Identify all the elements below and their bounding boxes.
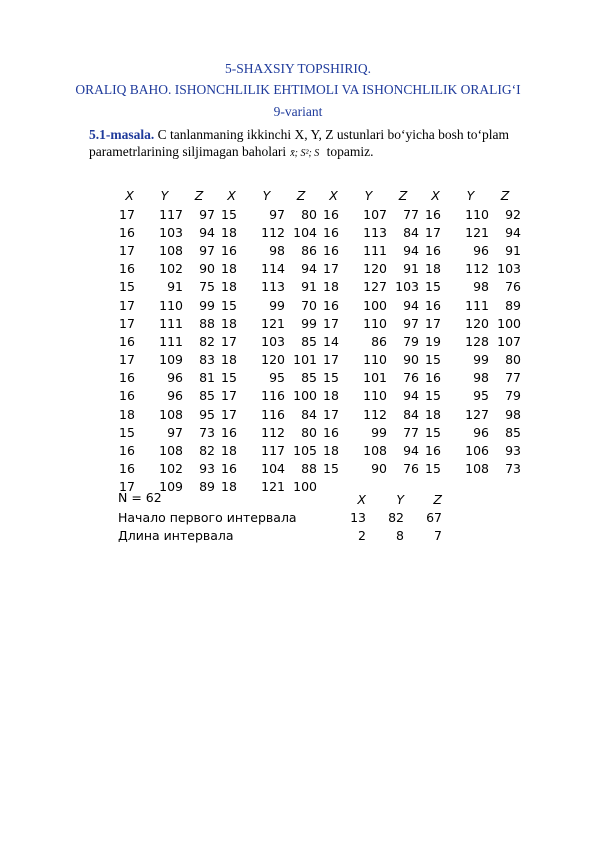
table-cell: 121	[465, 224, 489, 240]
summary-value: 67	[426, 509, 442, 525]
table-cell: 15	[221, 370, 237, 386]
table-cell: 95	[199, 406, 215, 422]
summary-value: 2	[358, 527, 366, 543]
table-cell: 16	[119, 388, 135, 404]
table-cell: 18	[119, 406, 135, 422]
table-cell: 16	[425, 443, 441, 459]
column-header: Y	[364, 187, 373, 203]
table-cell: 16	[425, 206, 441, 222]
table-cell: 112	[363, 406, 387, 422]
table-cell: 16	[425, 370, 441, 386]
table-row	[113, 441, 521, 459]
table-cell: 99	[199, 297, 215, 313]
table-cell: 84	[403, 406, 419, 422]
table-cell: 16	[323, 242, 339, 258]
table-cell: 77	[505, 370, 521, 386]
summary-table	[118, 490, 442, 544]
table-cell: 103	[261, 333, 285, 349]
table-cell: 100	[363, 297, 387, 313]
table-cell: 18	[323, 388, 339, 404]
table-cell: 15	[425, 352, 441, 368]
table-cell: 17	[119, 242, 135, 258]
table-cell: 17	[425, 224, 441, 240]
header-subtitle: ORALIQ BAHO. ISHONCHLILIK EHTIMOLI VA ISHONCHLILIK ORALIG‘I	[75, 82, 521, 97]
table-cell: 17	[119, 297, 135, 313]
table-cell: 15	[221, 297, 237, 313]
table-cell: 91	[301, 279, 317, 295]
table-row	[113, 351, 521, 369]
table-cell: 94	[403, 388, 419, 404]
table-cell: 117	[159, 206, 183, 222]
table-cell: 107	[497, 333, 521, 349]
summary-header: Y	[396, 491, 404, 507]
table-cell: 16	[119, 224, 135, 240]
table-cell	[489, 478, 521, 496]
table-cell: 17	[323, 352, 339, 368]
table-cell: 99	[371, 424, 387, 440]
table-cell: 108	[363, 443, 387, 459]
summary-header: Z	[433, 491, 442, 507]
table-cell	[452, 478, 489, 496]
column-header: X	[431, 187, 440, 203]
table-cell: 19	[425, 333, 441, 349]
table-cell: 90	[199, 261, 215, 277]
table-cell: 97	[269, 206, 285, 222]
table-cell: 16	[323, 424, 339, 440]
table-cell: 86	[371, 333, 387, 349]
column-header: X	[329, 187, 338, 203]
table-cell: 85	[301, 333, 317, 349]
table-cell: 83	[199, 352, 215, 368]
table-cell: 94	[403, 242, 419, 258]
table-cell: 109	[159, 479, 183, 495]
summary-value: 13	[350, 509, 366, 525]
table-cell: 16	[119, 370, 135, 386]
table-cell: 18	[221, 479, 237, 495]
table-cell: 86	[301, 242, 317, 258]
table-cell: 16	[119, 261, 135, 277]
table-cell: 102	[159, 461, 183, 477]
table-cell: 80	[301, 424, 317, 440]
column-header: Z	[500, 187, 510, 203]
table-cell: 76	[505, 279, 521, 295]
table-cell: 17	[119, 479, 135, 495]
summary-value: 82	[388, 509, 404, 525]
table-cell: 79	[505, 388, 521, 404]
table-cell: 116	[261, 388, 285, 404]
table-cell: 18	[425, 406, 441, 422]
table-row	[113, 314, 521, 332]
table-cell: 17	[221, 406, 237, 422]
table-cell: 17	[425, 315, 441, 331]
table-row	[113, 369, 521, 387]
table-cell: 94	[301, 261, 317, 277]
table-cell: 73	[505, 461, 521, 477]
table-cell: 16	[119, 461, 135, 477]
table-cell: 97	[403, 315, 419, 331]
table-cell: 14	[323, 333, 339, 349]
column-header: Z	[296, 187, 306, 203]
table-cell: 15	[323, 370, 339, 386]
table-cell: 17	[221, 388, 237, 404]
table-cell: 75	[199, 279, 215, 295]
table-cell: 128	[465, 333, 489, 349]
table-cell: 93	[505, 443, 521, 459]
table-cell: 77	[403, 206, 419, 222]
task-text-a: C tanlanmaning ikkinchi X, Y, Z ustunlari bo‘yicha bosh to‘plam	[154, 127, 509, 142]
table-cell: 100	[293, 479, 317, 495]
summary-row	[118, 508, 442, 526]
table-cell: 79	[403, 333, 419, 349]
table-cell: 108	[159, 443, 183, 459]
table-cell: 18	[221, 352, 237, 368]
table-cell: 110	[465, 206, 489, 222]
table-cell: 17	[323, 406, 339, 422]
table-cell: 89	[505, 297, 521, 313]
table-cell: 99	[473, 352, 489, 368]
column-header: X	[227, 187, 236, 203]
table-cell: 111	[465, 297, 489, 313]
table-cell: 111	[363, 242, 387, 258]
sample-size: N = 62	[118, 490, 162, 505]
table-cell: 96	[473, 242, 489, 258]
table-cell: 117	[261, 443, 285, 459]
table-cell: 16	[119, 333, 135, 349]
table-cell: 104	[261, 461, 285, 477]
table-cell: 101	[293, 352, 317, 368]
table-row	[113, 241, 521, 259]
table-cell: 112	[465, 261, 489, 277]
table-cell: 112	[261, 424, 285, 440]
table-cell: 106	[465, 443, 489, 459]
table-cell: 100	[497, 315, 521, 331]
table-cell: 15	[425, 279, 441, 295]
table-cell: 94	[505, 224, 521, 240]
table-cell: 108	[159, 406, 183, 422]
table-cell: 18	[323, 279, 339, 295]
table-cell: 98	[505, 406, 521, 422]
table-cell: 105	[293, 443, 317, 459]
summary-header-row	[118, 490, 442, 508]
table-cell: 16	[425, 297, 441, 313]
table-cell: 17	[119, 352, 135, 368]
table-cell: 96	[167, 370, 183, 386]
table-cell: 15	[425, 424, 441, 440]
table-cell: 18	[221, 224, 237, 240]
table-cell: 94	[199, 224, 215, 240]
table-cell: 110	[363, 352, 387, 368]
table-cell: 91	[505, 242, 521, 258]
table-cell: 80	[301, 206, 317, 222]
table-cell: 110	[363, 315, 387, 331]
table-cell: 109	[159, 352, 183, 368]
table-cell: 95	[269, 370, 285, 386]
table-cell: 97	[199, 206, 215, 222]
table-cell: 102	[159, 261, 183, 277]
table-cell: 18	[221, 315, 237, 331]
table-cell: 15	[119, 279, 135, 295]
table-cell: 96	[167, 388, 183, 404]
table-cell: 127	[363, 279, 387, 295]
table-cell: 84	[301, 406, 317, 422]
table-cell: 114	[261, 261, 285, 277]
table-row	[113, 405, 521, 423]
summary-header: X	[357, 491, 366, 507]
table-cell: 17	[119, 315, 135, 331]
table-cell: 85	[505, 424, 521, 440]
table-row	[113, 296, 521, 314]
table-cell: 82	[199, 443, 215, 459]
table-cell: 120	[363, 261, 387, 277]
table-cell: 103	[159, 224, 183, 240]
table-cell: 85	[301, 370, 317, 386]
table-cell: 18	[221, 261, 237, 277]
data-table	[113, 185, 521, 496]
table-cell: 90	[371, 461, 387, 477]
table-cell: 91	[403, 261, 419, 277]
table-cell: 15	[221, 206, 237, 222]
table-cell: 16	[425, 242, 441, 258]
table-cell: 89	[199, 479, 215, 495]
table-cell: 82	[199, 333, 215, 349]
table-cell: 97	[199, 242, 215, 258]
variant-label: 9-variant	[273, 104, 323, 119]
table-cell: 113	[363, 224, 387, 240]
table-cell: 73	[199, 424, 215, 440]
table-cell: 92	[505, 206, 521, 222]
table-cell: 88	[199, 315, 215, 331]
column-header: Z	[194, 187, 204, 203]
table-cell: 16	[119, 443, 135, 459]
header-title: 5-SHAXSIY TOPSHIRIQ.	[224, 61, 372, 76]
column-header: X	[125, 187, 134, 203]
table-row	[113, 423, 521, 441]
table-cell: 103	[395, 279, 419, 295]
table-cell: 101	[363, 370, 387, 386]
table-cell: 17	[323, 261, 339, 277]
table-cell: 17	[119, 206, 135, 222]
column-header: Z	[398, 187, 408, 203]
table-cell: 121	[261, 315, 285, 331]
table-cell: 18	[221, 443, 237, 459]
table-cell: 113	[261, 279, 285, 295]
column-header: Y	[262, 187, 271, 203]
table-cell: 16	[221, 461, 237, 477]
table-cell: 16	[323, 297, 339, 313]
summary-row	[118, 526, 442, 544]
table-cell: 110	[363, 388, 387, 404]
table-cell: 97	[167, 424, 183, 440]
table-cell: 95	[473, 388, 489, 404]
table-cell: 18	[425, 261, 441, 277]
table-cell: 15	[323, 461, 339, 477]
table-cell: 99	[269, 297, 285, 313]
table-cell: 88	[301, 461, 317, 477]
summary-value: 8	[396, 527, 404, 543]
summary-label: Длина интервала	[118, 527, 234, 543]
table-row	[113, 387, 521, 405]
task-text-b: parametrlarining siljimagan baholari	[89, 144, 287, 159]
table-cell: 76	[403, 370, 419, 386]
task-line-2	[89, 143, 549, 162]
table-cell: 99	[301, 315, 317, 331]
table-cell: 96	[473, 424, 489, 440]
table-row	[113, 223, 521, 241]
table-cell: 81	[199, 370, 215, 386]
table-row	[113, 278, 521, 296]
table-cell: 18	[221, 279, 237, 295]
table-cell: 127	[465, 406, 489, 422]
table-cell: 104	[293, 224, 317, 240]
task-text-c: topamiz.	[323, 144, 374, 159]
summary-label: Начало первого интервала	[118, 509, 297, 525]
task-label: 5.1-masala.	[89, 127, 155, 142]
table-cell: 120	[465, 315, 489, 331]
table-cell: 70	[301, 297, 317, 313]
task-formula: x̄; S²; S	[290, 148, 320, 159]
table-cell: 111	[159, 333, 183, 349]
table-row	[113, 460, 521, 478]
table-row	[113, 260, 521, 278]
table-cell: 120	[261, 352, 285, 368]
table-cell: 98	[473, 279, 489, 295]
table-cell: 85	[199, 388, 215, 404]
table-cell: 15	[425, 388, 441, 404]
table-cell: 98	[473, 370, 489, 386]
table-cell: 80	[505, 352, 521, 368]
table-cell: 16	[323, 206, 339, 222]
table-cell: 93	[199, 461, 215, 477]
column-header: Y	[160, 187, 169, 203]
table-row	[113, 332, 521, 350]
table-cell: 76	[403, 461, 419, 477]
table-cell: 94	[403, 297, 419, 313]
table-cell: 103	[497, 261, 521, 277]
table-cell: 98	[269, 242, 285, 258]
column-header: Y	[466, 187, 475, 203]
table-cell: 16	[323, 224, 339, 240]
table-cell: 15	[425, 461, 441, 477]
table-cell: 17	[221, 333, 237, 349]
table-cell: 18	[323, 443, 339, 459]
table-cell: 15	[119, 424, 135, 440]
table-cell: 107	[363, 206, 387, 222]
table-cell: 77	[403, 424, 419, 440]
table-cell: 17	[323, 315, 339, 331]
table-cell: 90	[403, 352, 419, 368]
table-cell: 94	[403, 443, 419, 459]
table-cell: 108	[465, 461, 489, 477]
table-cell: 110	[159, 297, 183, 313]
table-cell: 121	[261, 479, 285, 495]
table-header-row	[113, 185, 521, 205]
table-cell: 16	[221, 424, 237, 440]
table-cell: 108	[159, 242, 183, 258]
table-cell: 91	[167, 279, 183, 295]
table-cell: 100	[293, 388, 317, 404]
table-cell: 16	[221, 242, 237, 258]
task-line-1	[89, 126, 549, 143]
summary-value: 7	[434, 527, 442, 543]
table-cell: 84	[403, 224, 419, 240]
table-row	[113, 205, 521, 223]
table-cell: 111	[159, 315, 183, 331]
table-cell: 112	[261, 224, 285, 240]
table-cell: 116	[261, 406, 285, 422]
